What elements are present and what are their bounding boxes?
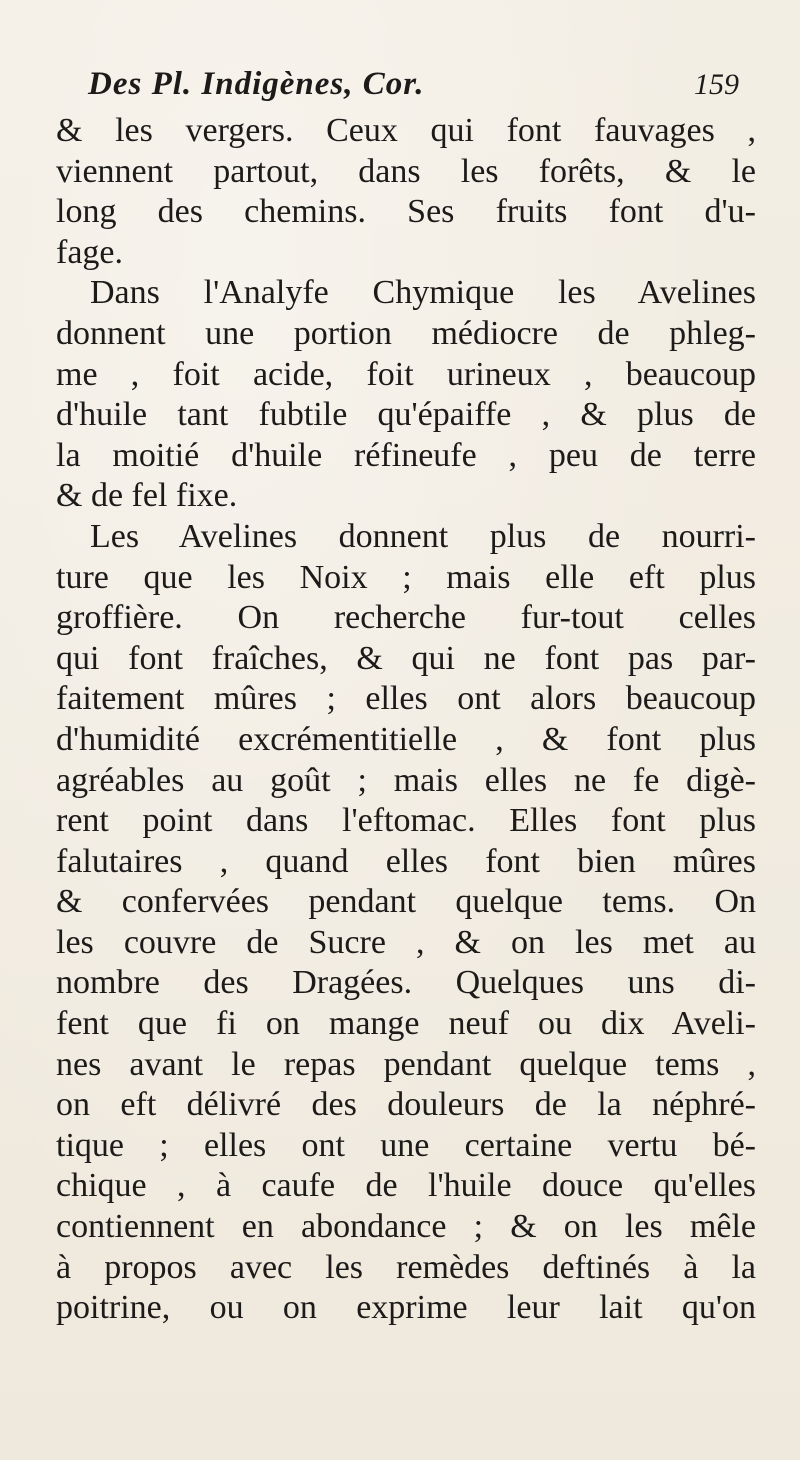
text-line: rent point dans l'eftomac. Elles font plus xyxy=(56,802,756,840)
body-text xyxy=(56,111,756,1329)
text-line: tique ; elles ont une certaine vertu bé- xyxy=(56,1126,756,1164)
running-head: Des Pl. Indigènes, Cor. xyxy=(88,66,425,102)
text-line: & confervées pendant quelque tems. On xyxy=(56,883,756,921)
text-line: à propos avec les remèdes deftinés à la xyxy=(56,1248,756,1286)
text-line: agréables au goût ; mais elles ne fe digè- xyxy=(56,761,756,799)
text-line: poitrine, ou on exprime leur lait qu'on xyxy=(56,1289,756,1327)
text-line: qui font fraîches, & qui ne font pas par- xyxy=(56,639,756,677)
text-line: falutaires , quand elles font bien mûres xyxy=(56,842,756,880)
text-line: nombre des Dragées. Quelques uns di- xyxy=(56,964,756,1002)
text-line: d'huile tant fubtile qu'épaiffe , & plus de xyxy=(56,396,756,434)
text-line: me , foit acide, foit urineux , beaucoup xyxy=(56,355,756,393)
text-line: viennent partout, dans les forêts, & le xyxy=(56,152,756,190)
text-line: long des chemins. Ses fruits font d'u- xyxy=(56,193,756,231)
text-line: & de fel fixe. xyxy=(56,477,238,515)
text-line: Les Avelines donnent plus de nourri- xyxy=(90,517,756,555)
page-number: 159 xyxy=(694,68,739,101)
text-line: faitement mûres ; elles ont alors beaucoup xyxy=(56,680,756,718)
text-line: chique , à caufe de l'huile douce qu'elles xyxy=(56,1167,756,1205)
text-line: ture que les Noix ; mais elle eft plus xyxy=(56,558,756,596)
text-line: & les vergers. Ceux qui font fauvages , xyxy=(56,112,756,149)
text-line: la moitié d'huile réfineufe , peu de terre xyxy=(56,436,756,474)
text-line: les couvre de Sucre , & on les met au xyxy=(56,923,756,961)
text-line: fent que fi on mange neuf ou dix Aveli- xyxy=(56,1005,756,1043)
text-line: Dans l'Analyfe Chymique les Avelines xyxy=(90,274,756,312)
text-line: donnent une portion médiocre de phleg- xyxy=(56,314,756,352)
text-line: d'humidité excrémentitielle , & font plus xyxy=(56,720,756,758)
text-line: fage. xyxy=(56,233,124,271)
text-line: nes avant le repas pendant quelque tems , xyxy=(56,1045,756,1083)
text-line: on eft délivré des douleurs de la néphré- xyxy=(56,1086,756,1124)
text-line: groffière. On recherche fur-tout celles xyxy=(56,599,756,637)
text-line: contiennent en abondance ; & on les mêle xyxy=(56,1208,756,1246)
